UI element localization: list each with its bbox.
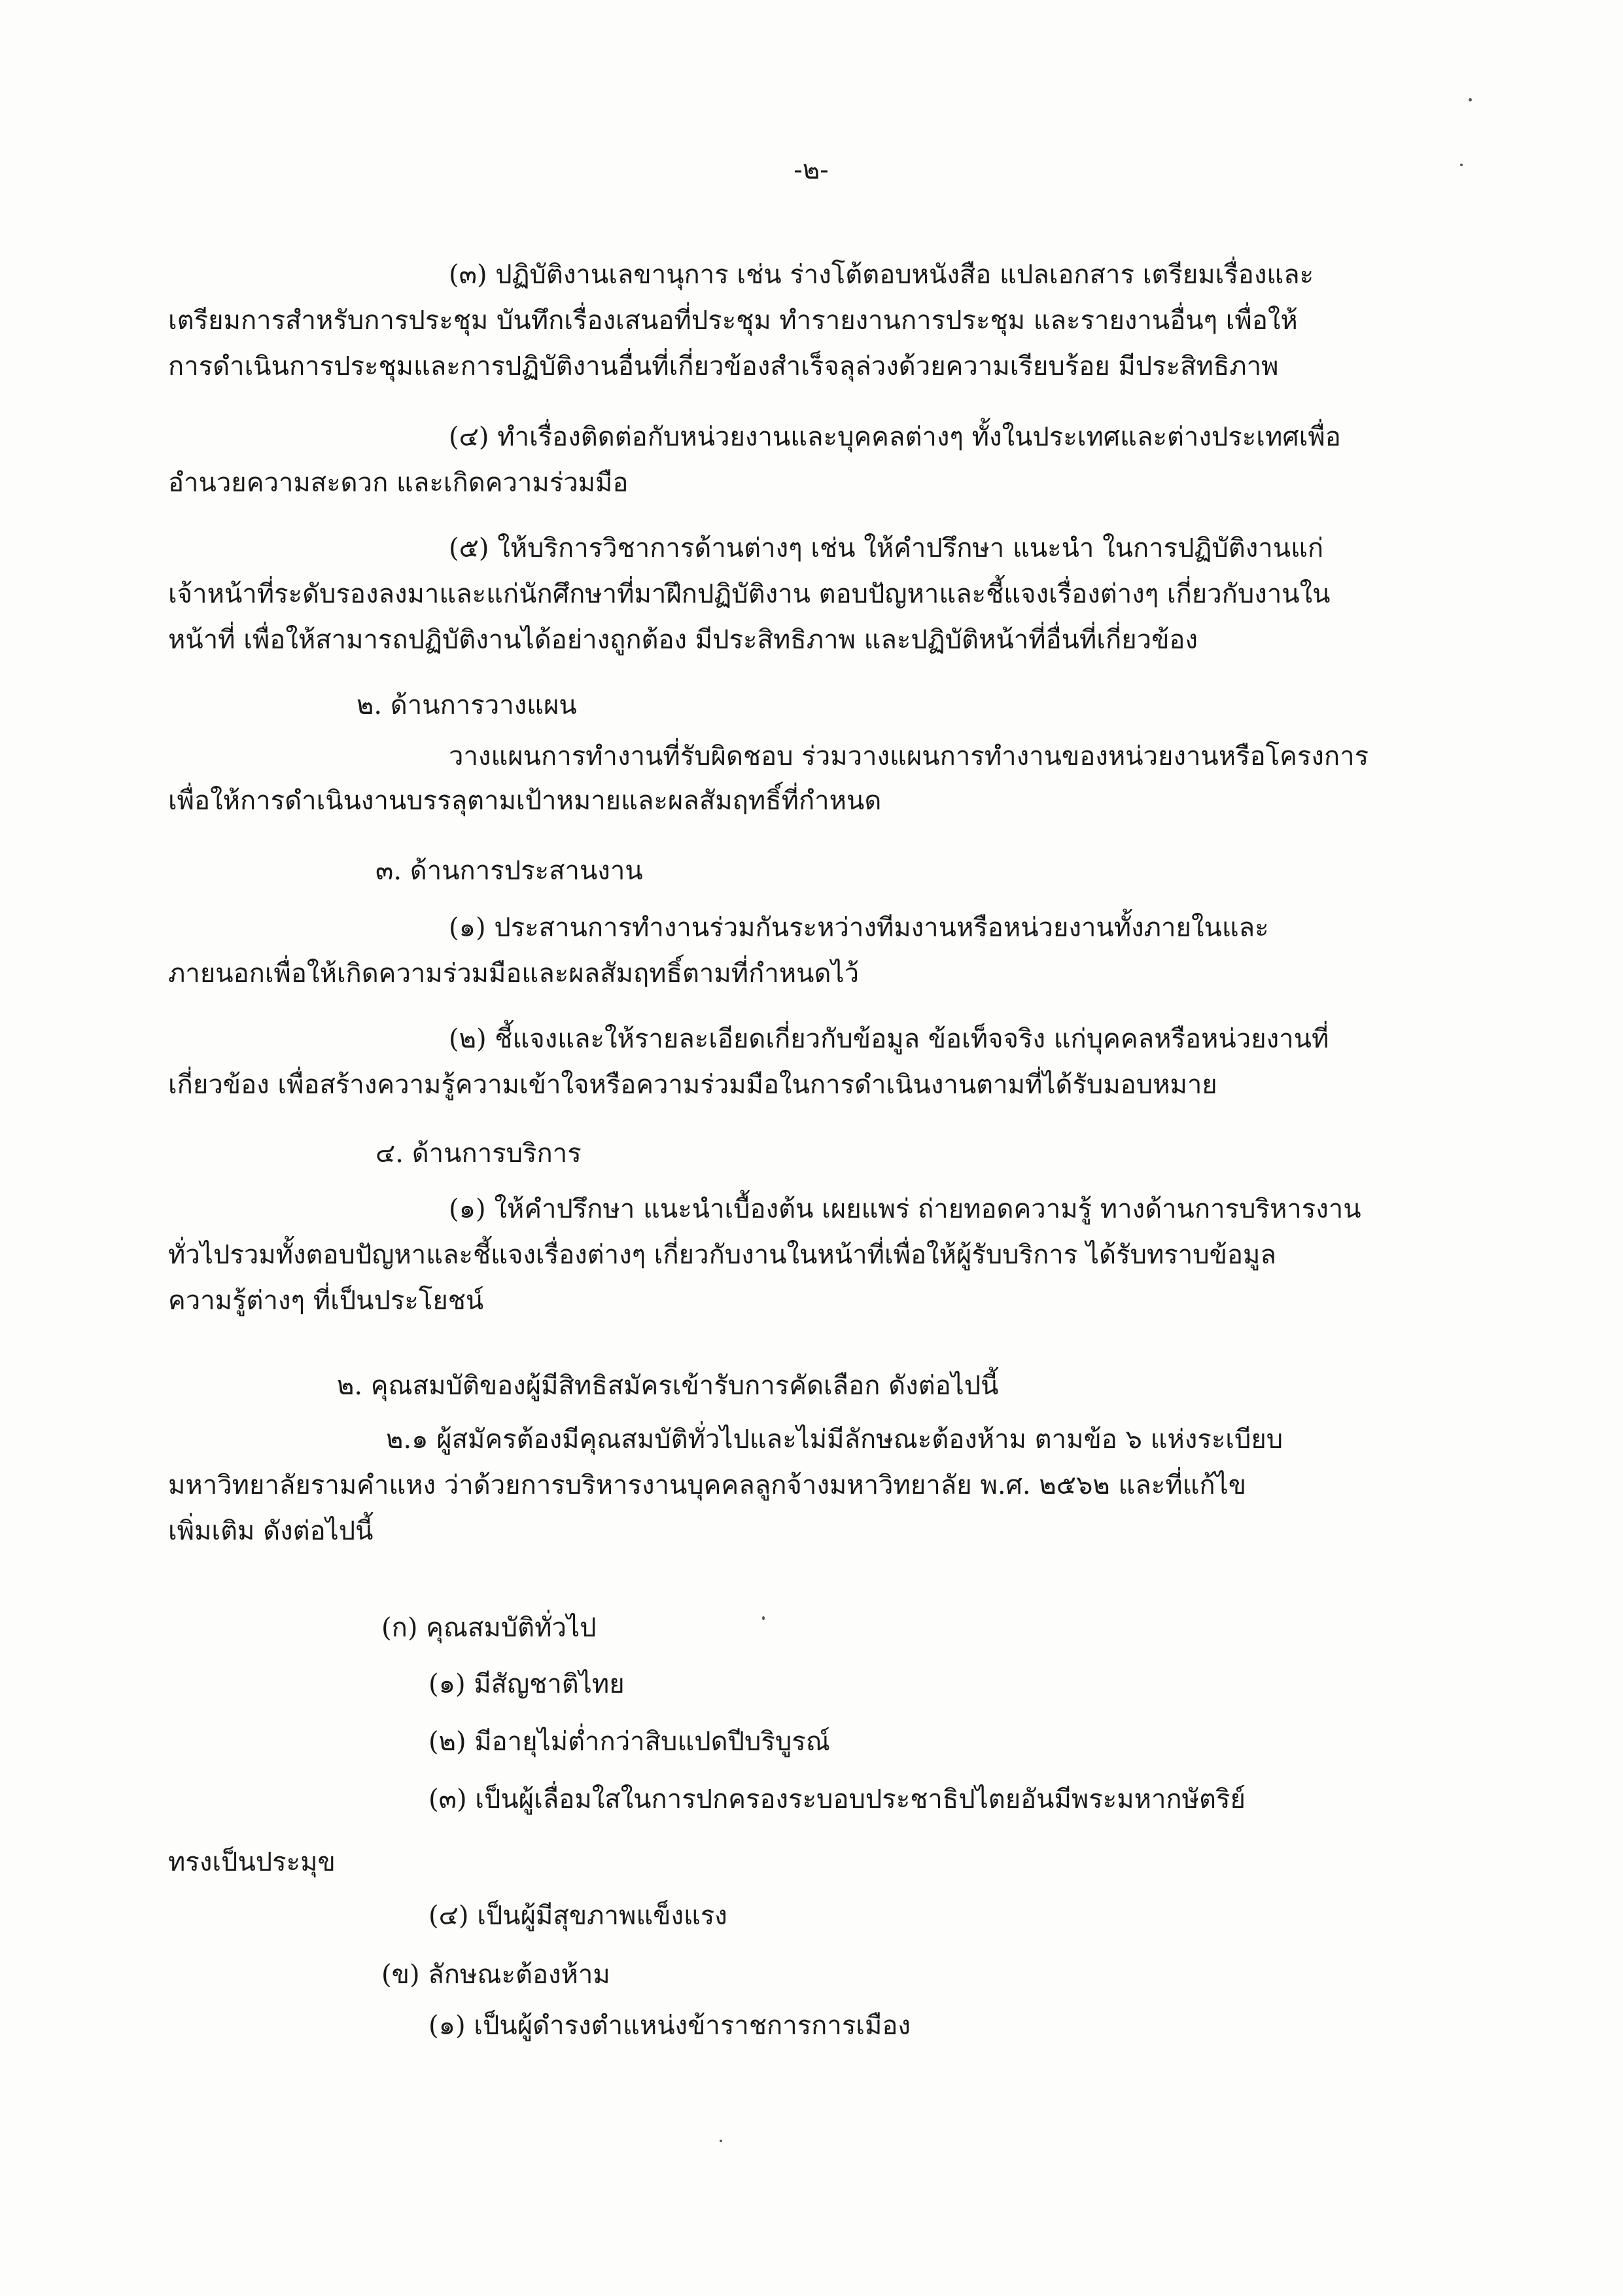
section-planning-heading: ๒. ด้านการวางแผน — [357, 690, 577, 720]
services-item-1-line-3: ความรู้ต่างๆ ที่เป็นประโยชน์ — [168, 1286, 484, 1316]
item-5-academic-service-line-2: เจ้าหน้าที่ระดับรองลงมาและแก่นักศึกษาที่มาฝึกปฏิบัติงาน ตอบปัญหาและชี้แจงเรื่องต่างๆ เกี่ยวกับงานใน — [168, 579, 1331, 609]
general-qualifications-heading: (ก) คุณสมบัติทั่วไป — [381, 1613, 597, 1643]
scan-speck — [1469, 98, 1472, 101]
qualifications-heading: ๒. คุณสมบัติของผู้มีสิทธิสมัครเข้ารับการคัดเลือก ดังต่อไปนี้ — [337, 1371, 999, 1401]
services-item-1-line-1: (๑) ให้คำปรึกษา แนะนำเบื้องต้น เผยแพร่ ถ่ายทอดความรู้ ทางด้านการบริหารงาน — [449, 1194, 1361, 1224]
general-qualification-4: (๔) เป็นผู้มีสุขภาพแข็งแรง — [428, 1901, 727, 1931]
item-4-liaison-line-1: (๔) ทำเรื่องติดต่อกับหน่วยงานและบุคคลต่างๆ ทั้งในประเทศและต่างประเทศเพื่อ — [449, 422, 1341, 452]
services-item-1-line-2: ทั่วไปรวมทั้งตอบปัญหาและชี้แจงเรื่องต่างๆ เกี่ยวกับงานในหน้าที่เพื่อให้ผู้รับบริการ ได้รับทราบข้อมูล — [168, 1240, 1276, 1270]
page-number: -๒- — [794, 155, 829, 185]
scan-speck — [762, 1616, 765, 1620]
section-coordination-heading: ๓. ด้านการประสานงาน — [375, 856, 643, 886]
item-3-secretarial-line-3: การดำเนินการประชุมและการปฏิบัติงานอื่นที่เกี่ยวข้องสำเร็จลุล่วงด้วยความเรียบร้อย มีประสิทธิภาพ — [168, 351, 1279, 381]
qualification-2-1-line-2: มหาวิทยาลัยรามคำแหง ว่าด้วยการบริหารงานบุคคลลูกจ้างมหาวิทยาลัย พ.ศ. ๒๕๖๒ และที่แก้ไข — [168, 1470, 1247, 1500]
general-qualification-1: (๑) มีสัญชาติไทย — [428, 1669, 625, 1699]
coordination-item-1-line-2: ภายนอกเพื่อให้เกิดความร่วมมือและผลสัมฤทธิ์ตามที่กำหนดไว้ — [168, 959, 860, 989]
prohibited-characteristic-1: (๑) เป็นผู้ดำรงตำแหน่งข้าราชการการเมือง — [428, 2011, 911, 2041]
qualification-2-1-line-3: เพิ่มเติม ดังต่อไปนี้ — [168, 1516, 374, 1546]
item-5-academic-service-line-3: หน้าที่ เพื่อให้สามารถปฏิบัติงานได้อย่างถูกต้อง มีประสิทธิภาพ และปฏิบัติหน้าที่อื่นที่เกี่ยวข้อง — [168, 625, 1198, 655]
item-3-secretarial-line-1: (๓) ปฏิบัติงานเลขานุการ เช่น ร่างโต้ตอบหนังสือ แปลเอกสาร เตรียมเรื่องและ — [449, 260, 1314, 290]
coordination-item-2-line-2: เกี่ยวข้อง เพื่อสร้างความรู้ความเข้าใจหรือความร่วมมือในการดำเนินงานตามที่ได้รับมอบหมาย — [168, 1070, 1217, 1100]
general-qualification-2: (๒) มีอายุไม่ต่ำกว่าสิบแปดปีบริบูรณ์ — [428, 1727, 830, 1757]
coordination-item-2-line-1: (๒) ชี้แจงและให้รายละเอียดเกี่ยวกับข้อมูล ข้อเท็จจริง แก่บุคคลหรือหน่วยงานที่ — [449, 1024, 1329, 1054]
coordination-item-1-line-1: (๑) ประสานการทำงานร่วมกันระหว่างทีมงานหรือหน่วยงานทั้งภายในและ — [449, 913, 1269, 943]
general-qualification-3-line-2: ทรงเป็นประมุข — [168, 1847, 336, 1877]
item-3-secretarial-line-2: เตรียมการสำหรับการประชุม บันทึกเรื่องเสนอที่ประชุม ทำรายงานการประชุม และรายงานอื่นๆ เพื่อให้ — [168, 306, 1298, 336]
item-5-academic-service-line-1: (๕) ให้บริการวิชาการด้านต่างๆ เช่น ให้คำปรึกษา แนะนำ ในการปฏิบัติงานแก่ — [449, 533, 1324, 563]
planning-paragraph-line-2: เพื่อให้การดำเนินงานบรรลุตามเป้าหมายและผลสัมฤทธิ์ที่กำหนด — [168, 786, 882, 816]
planning-paragraph-line-1: วางแผนการทำงานที่รับผิดชอบ ร่วมวางแผนการทำงานของหน่วยงานหรือโครงการ — [449, 741, 1369, 771]
prohibited-characteristics-heading: (ข) ลักษณะต้องห้าม — [381, 1960, 610, 1990]
scan-speck — [1460, 164, 1463, 166]
item-4-liaison-line-2: อำนวยความสะดวก และเกิดความร่วมมือ — [168, 468, 629, 498]
section-services-heading: ๔. ด้านการบริการ — [375, 1139, 582, 1169]
scan-speck — [720, 2140, 722, 2142]
general-qualification-3-line-1: (๓) เป็นผู้เลื่อมใสในการปกครองระบอบประชาธิปไตยอันมีพระมหากษัตริย์ — [428, 1784, 1246, 1814]
qualification-2-1-line-1: ๒.๑ ผู้สมัครต้องมีคุณสมบัติทั่วไปและไม่มีลักษณะต้องห้าม ตามข้อ ๖ แห่งระเบียบ — [386, 1424, 1283, 1455]
